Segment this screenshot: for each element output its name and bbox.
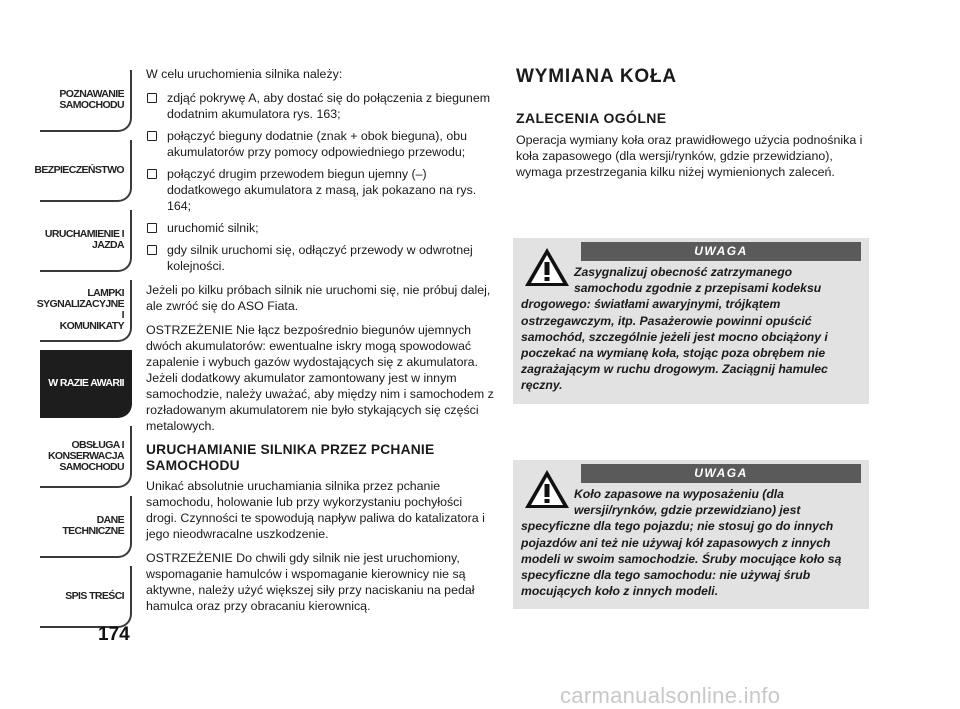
list-item-text: gdy silnik uruchomi się, odłączyć przewody w odwrotnej kolejności. — [167, 243, 473, 273]
list-item — [146, 90, 496, 122]
section-title: URUCHAMIANIE SILNIKA PRZEZ PCHANIE SAMOCHODU — [146, 442, 435, 473]
warning-paragraph: OSTRZEŻENIE Nie łącz bezpośrednio biegunów ujemnych dwóch akumulatorów: ewentualne iskry mogą spowodować zapalenie i wybuch gazów wydostających się z akumulatora. Jeżeli dodatkowy akumulator zamontowany jest w innym samochodzie, należy uważać, aby między nim i samochodem z rozładowanym akumulatorem nie było stykających się części metalowych. — [146, 323, 494, 433]
tab-label: POZNAWANIE SAMOCHODU — [59, 88, 124, 111]
tab-label: DANE TECHNICZNE — [62, 514, 124, 537]
tab-dane-techniczne[interactable] — [40, 496, 132, 558]
left-column — [146, 66, 496, 622]
checkbox-bullet-icon — [147, 93, 157, 103]
tab-poznawanie-samochodu[interactable] — [40, 70, 132, 132]
tab-uruchamienie-i-jazda[interactable] — [40, 210, 132, 272]
checkbox-bullet-icon — [147, 245, 157, 255]
tab-label: LAMPKI SYGNALIZACYJNE I KOMUNIKATY — [36, 287, 124, 332]
tab-lampki-sygnalizacyjne[interactable] — [36, 280, 132, 342]
warning-text-rest: drogowego: światłami awaryjnymi, trójkątem ostrzegawczym, itp. Pasażerowie powinni opuścić samochód, szczególnie jeżeli jest mocno obciążony i poczekać na wymianę koła, stojąc poza obrębem nie zagrażającym w ruchu drogowym. Zaciągnij hamulec ręczny. — [521, 297, 828, 393]
tab-bezpieczenstwo[interactable] — [34, 140, 132, 202]
tab-label: URUCHAMIENIE I JAZDA — [44, 228, 124, 251]
warning-text — [521, 264, 861, 394]
warning-text-rest: specyficzne dla tego pojazdu; nie stosuj go do innych pojazdów ani też nie używaj kół zapasowych z innych modeli w swoim samochodzie. Śruby mocujące koło są specyficzne dla tego samochodu: nie używaj śrub mocujących koło z innych modeli. — [521, 519, 842, 599]
page-number: 174 — [98, 624, 130, 645]
paragraph: Operacja wymiany koła oraz prawidłowego użycia podnośnika i koła zapasowego (dla wersji/rynków, gdzie przewidziano), wymaga przestrzegania kilku niżej wymienionych zaleceń. — [516, 133, 863, 179]
tab-label: W RAZIE AWARII — [48, 376, 124, 389]
tab-w-razie-awarii[interactable] — [40, 350, 132, 418]
steps-list — [146, 90, 496, 274]
section-subtitle: ZALECENIA OGÓLNE — [516, 110, 667, 126]
tab-spis-tresci[interactable] — [40, 566, 132, 628]
paragraph: Jeżeli po kilku próbach silnik nie uruchomi się, nie próbuj dalej, ale zwróć się do ASO Fiata. — [146, 283, 491, 313]
list-item-text: zdjąć pokrywę A, aby dostać się do połączenia z biegunem dodatnim akumulatora rys. 163; — [167, 91, 491, 121]
sidebar-nav — [34, 70, 132, 636]
warning-label: UWAGA — [581, 242, 861, 261]
list-item-text: uruchomić silnik; — [167, 221, 259, 235]
intro-text: W celu uruchomienia silnika należy: — [146, 67, 343, 81]
list-item-text: połączyć drugim przewodem biegun ujemny (–) dodatkowego akumulatora z masą, jak pokazano na rys. 164; — [167, 167, 477, 213]
warning-text — [521, 486, 861, 599]
paragraph: Unikać absolutnie uruchamiania silnika przez pchanie samochodu, holowanie lub przy wykorzystaniu pochyłości drogi. Czynności te spowodują napływ paliwa do katalizatora i jego nieodwracalne uszkodzenie. — [146, 479, 485, 541]
warning-triangle-icon — [523, 468, 571, 510]
checkbox-bullet-icon — [147, 131, 157, 141]
watermark: carmanualsonline.info — [560, 683, 781, 708]
checkbox-bullet-icon — [147, 223, 157, 233]
page-title: WYMIANA KOŁA — [516, 66, 677, 87]
warning-triangle-icon — [523, 246, 571, 288]
list-item — [146, 128, 496, 160]
tab-label: BEZPIECZEŃSTWO — [34, 163, 124, 176]
list-item — [146, 220, 496, 236]
tab-label: SPIS TREŚCI — [65, 589, 124, 602]
warning-paragraph: OSTRZEŻENIE Do chwili gdy silnik nie jest uruchomiony, wspomaganie hamulców i wspomaganie kierownicy nie są aktywne, należy użyć większej siły przy naciskaniu na pedał hamulca oraz przy obracaniu kierownicą. — [146, 551, 475, 613]
warning-box — [513, 460, 869, 609]
warning-text-first: Zasygnalizuj obecność zatrzymanego samochodu zgodnie z przepisami kodeksu — [574, 265, 822, 296]
tab-obsluga-i-konserwacja[interactable] — [40, 426, 132, 488]
list-item-text: połączyć bieguny dodatnie (znak + obok bieguna), obu akumulatorów przy pomocy odpowiedniego przewodu; — [167, 129, 467, 159]
list-item — [146, 166, 496, 214]
warning-box — [513, 238, 869, 404]
checkbox-bullet-icon — [147, 169, 157, 179]
tab-label: OBSŁUGA I KONSERWACJA SAMOCHODU — [47, 438, 124, 473]
list-item — [146, 242, 496, 274]
warning-label: UWAGA — [581, 464, 861, 483]
right-column — [516, 66, 871, 180]
warning-text-first: Koło zapasowe na wyposażeniu (dla wersji/rynków, gdzie przewidziano) jest — [574, 487, 801, 518]
